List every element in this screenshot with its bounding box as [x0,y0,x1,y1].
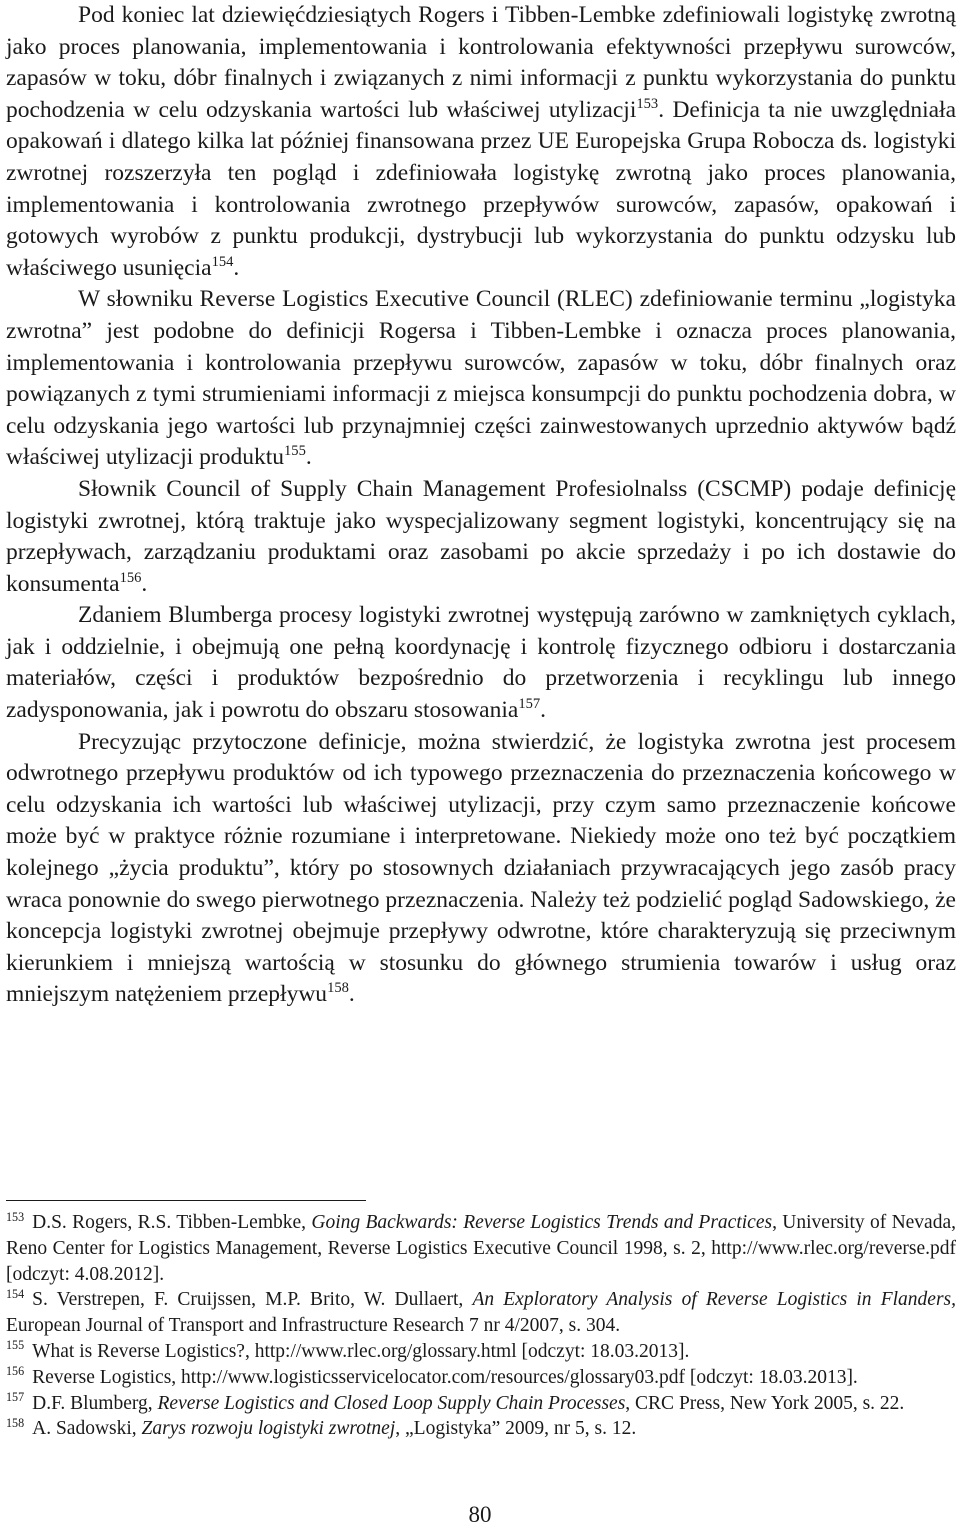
paragraph-1-text: Pod koniec lat dziewięćdziesiątych Rogers i Tibben-Lembke zdefiniowali logistykę zwrotną jako proces planowania, implementowania i kontrolowania efektywności przepływu surowców, zapasów w toku, dóbr finalnych i związanych z nimi informacji z punktu wykorzystania do punktu pochodzenia w celu odzyskania wartości lub właściwej utylizacji [6,2,956,123]
footnote-number: 157 [6,1390,25,1405]
footnote-title: Zarys rozwoju logistyki zwrotnej [141,1418,396,1440]
footnote-number: 153 [6,1209,25,1224]
footnote-ref-156[interactable]: 156 [119,569,142,586]
paragraph-3-text: Słownik Council of Supply Chain Management Profesiolnalss (CSCMP) podaje definicję logistyki zwrotnej, którą traktuje jako wyspecjalizowany segment logistyki, koncentrujący się na przepływach, zarządzaniu produktami oraz zasobami po akcie sprzedaży i po ich dostawie do konsumenta [6,475,956,597]
footnote-text: A. Sadowski, [32,1418,142,1440]
paragraph-3-tail: . [141,570,148,597]
footnote-text: , „Logistyka” 2009, nr 5, s. 12. [395,1418,637,1440]
footnote-ref-158[interactable]: 158 [327,980,349,997]
paragraph-1-tail2: . [233,254,240,281]
paragraph-1 [6,0,956,284]
footnote-text: European Journal of Transport and Infrastructure Research 7 nr 4/2007, s. 304. [6,1315,621,1337]
footnote-text: S. Verstrepen, F. Cruijssen, M.P. Brito, W. Dullaert, [32,1289,473,1311]
footnote-ref-155[interactable]: 155 [284,443,306,460]
paragraph-4-tail: . [540,697,547,724]
paragraph-4-text: Zdaniem Blumberga procesy logistyki zwrotnej występują zarówno w zamkniętych cyklach, jak i oddzielnie, i obejmują one pełną koordynację i kontrolę fizycznego odbioru i dostarczania materiałów, części i produktów bezpośrednio do przetworzenia i recyklingu lub innego zadysponowania, jak i powrotu do obszaru stosowania [6,602,956,724]
footnote-text: , University of Nevada, Reno Center for Logistics Management, Reverse Logistics Executive Council 1998, s. 2, http://www.rlec.org/reverse.pdf [odczyt: 4.08.2012]. [6,1212,956,1285]
footnotes [6,1210,956,1442]
footnote-157 [6,1391,956,1417]
footnote-text: What is Reverse Logistics?, http://www.rlec.org/glossary.html [odczyt: 18.03.2013]. [32,1340,690,1362]
paragraph-2 [6,284,956,474]
footnote-title: Going Backwards: Reverse Logistics Trends and Practices [311,1212,773,1233]
footnote-title: Reverse Logistics and Closed Loop Supply Chain Processes [157,1392,626,1414]
footnote-156 [6,1365,956,1391]
footnote-154 [6,1287,956,1339]
footnote-text: D.F. Blumberg, [32,1392,158,1414]
body-text [6,0,956,1011]
footnote-text: D.S. Rogers, R.S. Tibben-Lembke, [32,1212,312,1233]
paragraph-2-text: W słowniku Reverse Logistics Executive Council (RLEC) zdefiniowanie terminu „logistyka zwrotna” jest podobne do definicji Rogersa i Tibben-Lembke i oznacza proces planowania, implementowania i kontrolowania przepływu surowców, zapasów w toku, dóbr finalnych oraz powiązanych z tymi strumieniami informacji z miejsca konsumpcji do punktu pochodzenia dobra, w celu odzyskania jego wartości lub przynajmniej części zainwestowanych uprzednio aktywów bądź właściwej utylizacji produktu [6,286,956,471]
paragraph-4 [6,600,956,726]
footnote-number: 154 [6,1286,25,1301]
footnote-text: Reverse Logistics, http://www.logisticsservicelocator.com/resources/glossary03.pdf [odczyt: 18.03.2013]. [32,1366,858,1388]
page-number: 80 [468,1502,492,1527]
document-page [6,0,956,1440]
footnote-text: , CRC Press, New York 2005, s. 22. [625,1392,905,1414]
footnote-ref-154[interactable]: 154 [211,253,234,270]
paragraph-5 [6,727,956,1011]
footnote-number: 155 [6,1338,25,1353]
footnote-number: 156 [6,1364,25,1379]
footnote-158 [6,1416,956,1442]
footnote-ref-157[interactable]: 157 [518,696,541,713]
footnote-title: An Exploratory Analysis of Reverse Logistics in Flanders, [472,1289,956,1311]
paragraph-3 [6,474,956,600]
paragraph-1-tail: . Definicja ta nie uwzględniała opakowań i dlatego kilka lat później finansowana przez UE Europejska Grupa Robocza ds. logistyki zwrotnej rozszerzyła ten pogląd i zdefiniowała logistykę zwrotną jako proces planowania, implementowania i kontrolowania zwrotnego przepływów surowców, zapasów, opakowań i gotowych wyrobów z punktu produkcji, dystrybucji lub wykorzystania do punktu odzysku lub właściwego usunięcia [6,96,956,281]
paragraph-2-tail: . [305,444,312,471]
paragraph-5-text: Precyzując przytoczone definicje, można stwierdzić, że logistyka zwrotna jest procesem odwrotnego przepływu produktów od ich typowego przeznaczenia do przeznaczenia końcowego w celu odzyskania ich wartości lub właściwej utylizacji, przy czym samo przeznaczenie końcowe może być w praktyce różnie rozumiane i interpretowane. Niekiedy może ono też być początkiem kolejnego „życia produktu”, który po stosownych działaniach przywracających jego zasób pracy wraca ponownie do swego pierwotnego przeznaczenia. Należy też podzielić pogląd Sadowskiego, że koncepcja logistyki zwrotnej obejmuje przepływy odwrotne, które charakteryzują się przeciwnym kierunkiem i mniejszą wartością w stosunku do głównego strumienia towarów i usług oraz mniejszym natężeniem przepływu [6,728,956,1008]
footnote-ref-153[interactable]: 153 [636,95,659,112]
paragraph-5-tail: . [348,981,355,1008]
footnote-155 [6,1339,956,1365]
footnote-153 [6,1210,956,1287]
footnote-number: 158 [6,1415,25,1430]
footnote-separator [6,1200,366,1201]
